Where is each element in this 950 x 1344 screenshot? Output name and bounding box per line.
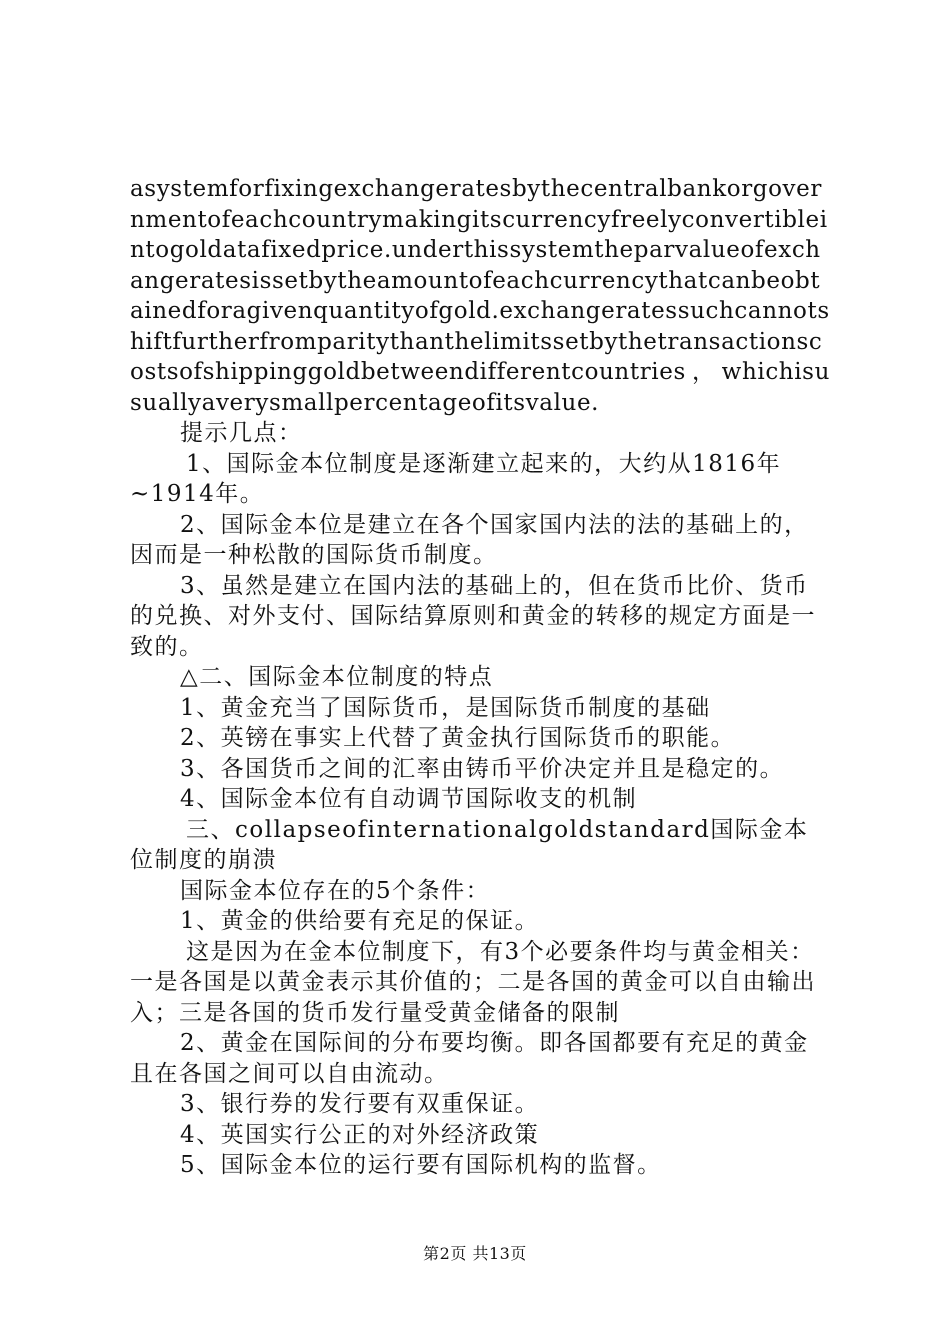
page-footer: 第2页 共13页 <box>423 1244 527 1263</box>
feature-3: 3、各国货币之间的汇率由铸币平价决定并且是稳定的。 <box>180 755 785 782</box>
document-body <box>130 174 830 1181</box>
feature-1: 1、黄金充当了国际货币，是国际货币制度的基础 <box>180 694 711 721</box>
conditions-heading: 国际金本位存在的5个条件： <box>180 877 491 904</box>
section-heading-collapse: 三、collapseofinternationalgoldstandard国际金本位制度的崩溃 <box>130 816 809 873</box>
condition-1-explanation: 这是因为在金本位制度下，有3个必要条件均与黄金相关：一是各国是以黄金表示其价值的；二是各国的黄金可以自由输出入；三是各国的货币发行量受黄金储备的限制 <box>130 938 816 1026</box>
paragraph-hint-1: 1、国际金本位制度是逐渐建立起来的，大约从1816年~1914年。 <box>130 450 782 507</box>
feature-2: 2、英镑在事实上代替了黄金执行国际货币的职能。 <box>180 725 736 751</box>
paragraph-hint-3: 3、虽然是建立在国内法的基础上的，但在货币比价、货币的兑换、对外支付、国际结算原则和黄金的转移的规定方面是一致的。 <box>130 572 816 660</box>
paragraph-hints-heading: 提示几点： <box>180 420 303 446</box>
paragraph-hint-2: 2、国际金本位是建立在各个国家国内法的法的基础上的，因而是一种松散的国际货币制度。 <box>130 511 809 568</box>
condition-1: 1、黄金的供给要有充足的保证。 <box>180 908 540 934</box>
condition-5: 5、国际金本位的运行要有国际机构的监督。 <box>180 1152 662 1178</box>
condition-4: 4、英国实行公正的对外经济政策 <box>180 1121 540 1148</box>
feature-4: 4、国际金本位有自动调节国际收支的机制 <box>180 786 638 812</box>
english-paragraph: asystemforfixingexchangeratesbythecentralbankorgovernmentofeachcountrymakingitscurrencyfreelyconvertibleintogoldatafixedprice.underthissystemtheparvalueofexchangeratesissetbytheamountofeachcurrencythatcanbeobtainedforagivenquantityofgold.exchangeratessuchcannotshiftfurtherfromparitythanthelimitssetbythetransactionscostsofshippinggoldbetweendifferentcountries，whichisusuallyaverysmallpercentageofitsvalue. <box>130 176 830 416</box>
section-heading-features: △二、国际金本位制度的特点 <box>180 664 494 690</box>
condition-2: 2、黄金在国际间的分布要均衡。即各国都要有充足的黄金且在各国之间可以自由流动。 <box>130 1030 809 1087</box>
condition-3: 3、银行券的发行要有双重保证。 <box>180 1091 540 1117</box>
